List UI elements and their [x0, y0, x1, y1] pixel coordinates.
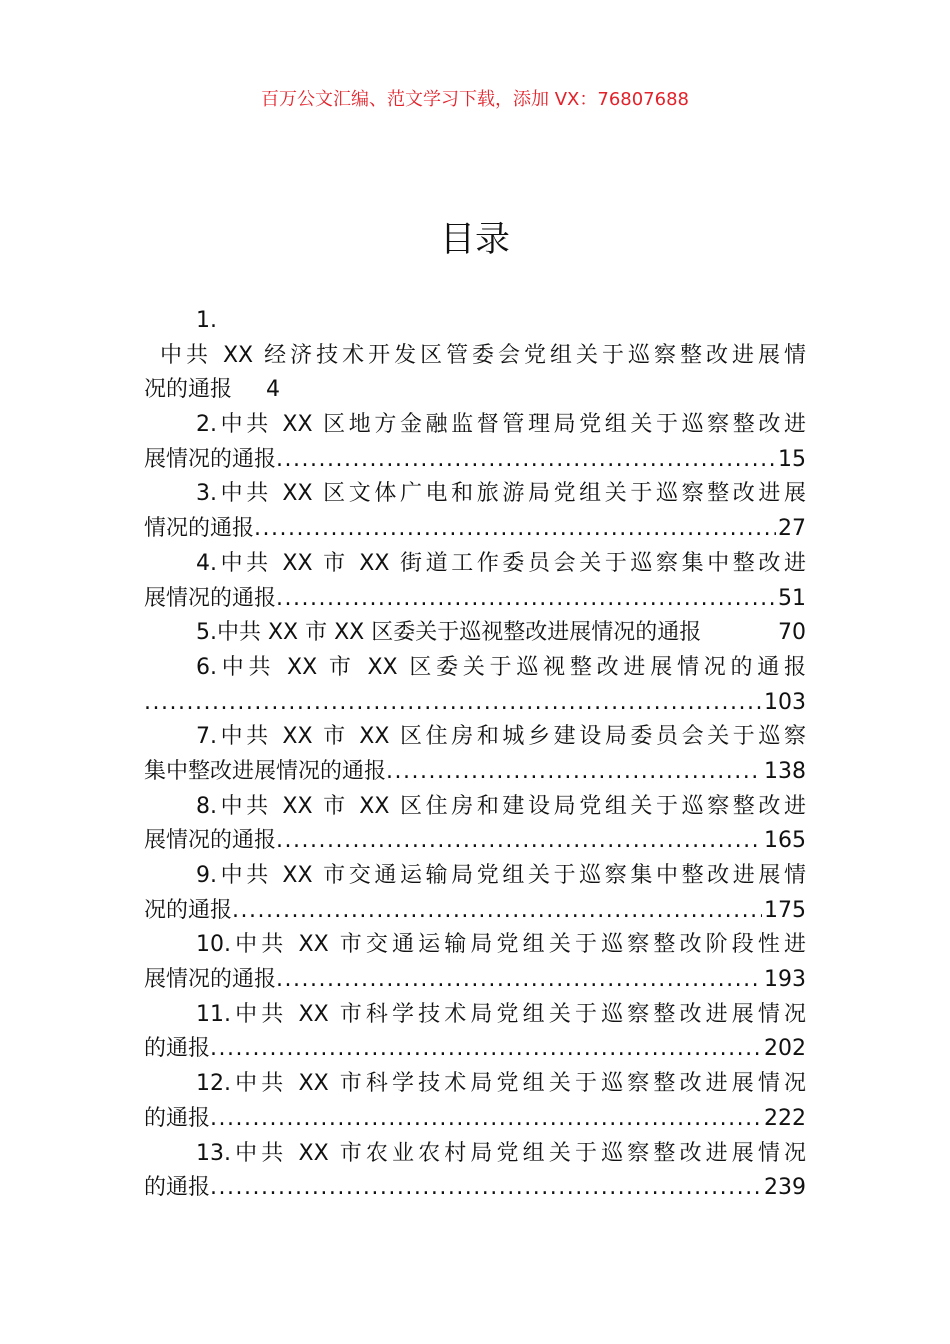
toc-entry-page: 193	[764, 967, 806, 993]
toc-entry-title-cont: 况的通报	[144, 897, 233, 923]
toc-entry-title-cont: 展情况的通报	[144, 585, 277, 611]
toc-entry-11[interactable]	[144, 998, 806, 1067]
toc-entry-8[interactable]	[144, 790, 806, 859]
toc-entry-title: 4.中共 XX 市 XX 街道工作委员会关于巡察集中整改进	[196, 550, 806, 576]
dot-leader	[254, 512, 776, 547]
dot-leader	[276, 582, 776, 617]
toc-entry-title-cont: 的通报	[144, 1175, 211, 1201]
toc-entry-page: 103	[764, 689, 806, 715]
toc-entry-title: 中共 XX 经济技术开发区管委会党组关于巡察整改进展情	[160, 342, 806, 368]
toc-entry-page: 222	[764, 1105, 806, 1131]
toc-entry-title: 13.中共 XX 市农业农村局党组关于巡察整改进展情况	[196, 1140, 806, 1166]
toc-entry-13[interactable]	[144, 1137, 806, 1206]
toc-entry-page: 165	[764, 828, 806, 854]
toc-entry-number: 1.	[196, 308, 217, 333]
dot-leader	[276, 963, 762, 998]
toc-entry-10[interactable]	[144, 928, 806, 997]
toc-entry-page: 70	[778, 620, 806, 646]
toc-entry-title: 8.中共 XX 市 XX 区住房和建设局党组关于巡察整改进	[196, 793, 806, 819]
toc-entry-page: 51	[778, 585, 806, 611]
toc-entry-9[interactable]	[144, 859, 806, 928]
toc-entry-title: 7.中共 XX 市 XX 区住房和城乡建设局委员会关于巡察	[196, 724, 806, 750]
toc-entry-title-cont: 集中整改进展情况的通报	[144, 758, 387, 784]
dot-leader	[386, 755, 762, 790]
toc-entry-title: 6.中共 XX 市 XX 区委关于巡视整改进展情况的通报	[196, 654, 806, 680]
toc-entry-7[interactable]	[144, 720, 806, 789]
dot-leader	[210, 1171, 762, 1206]
toc-entry-title-cont: 情况的通报	[144, 516, 255, 542]
toc-entry-5[interactable]	[144, 616, 806, 651]
toc-entry-title-cont: 的通报	[144, 1105, 211, 1131]
dot-leader	[210, 1032, 762, 1067]
toc-entry-3[interactable]	[144, 477, 806, 546]
watermark-banner: 百万公文汇编、范文学习下载，添加 VX：76807688	[261, 89, 689, 110]
toc-entry-title-cont: 展情况的通报	[144, 967, 277, 993]
toc-entry-title: 3.中共 XX 区文体广电和旅游局党组关于巡察整改进展	[196, 481, 806, 507]
dot-leader	[276, 824, 762, 859]
toc-entry-page: 4	[266, 377, 281, 403]
toc-entry-title: 12.中共 XX 市科学技术局党组关于巡察整改进展情况	[196, 1071, 806, 1097]
toc-entry-page: 202	[764, 1036, 806, 1062]
toc-entry-6[interactable]	[144, 651, 806, 720]
dot-leader	[276, 443, 776, 478]
dot-leader	[144, 686, 762, 721]
toc-entry-1[interactable]	[144, 304, 806, 408]
toc-entry-title-cont: 展情况的通报	[144, 446, 277, 472]
toc-entry-title-cont: 展情况的通报	[144, 828, 277, 854]
dot-leader	[210, 1102, 762, 1137]
toc-entry-page: 175	[764, 897, 806, 923]
toc-entry-4[interactable]	[144, 547, 806, 616]
table-of-contents	[144, 304, 806, 1206]
dot-leader	[232, 894, 762, 929]
toc-entry-title: 10.中共 XX 市交通运输局党组关于巡察整改阶段性进	[196, 932, 806, 958]
toc-entry-page: 138	[764, 758, 806, 784]
toc-entry-page: 15	[778, 446, 806, 472]
page-title: 目录	[439, 220, 510, 260]
toc-entry-title-cont: 况的通报	[144, 377, 233, 403]
toc-entry-title: 11.中共 XX 市科学技术局党组关于巡察整改进展情况	[196, 1001, 806, 1027]
toc-entry-title: 5.中共 XX 市 XX 区委关于巡视整改进展情况的通报	[196, 620, 702, 646]
toc-entry-2[interactable]	[144, 408, 806, 477]
toc-entry-title: 2.中共 XX 区地方金融监督管理局党组关于巡察整改进	[196, 412, 806, 438]
toc-entry-title-cont: 的通报	[144, 1036, 211, 1062]
toc-entry-page: 27	[778, 516, 806, 542]
toc-entry-12[interactable]	[144, 1067, 806, 1136]
toc-entry-page: 239	[764, 1175, 806, 1201]
toc-entry-title: 9.中共 XX 市交通运输局党组关于巡察集中整改进展情	[196, 863, 806, 888]
